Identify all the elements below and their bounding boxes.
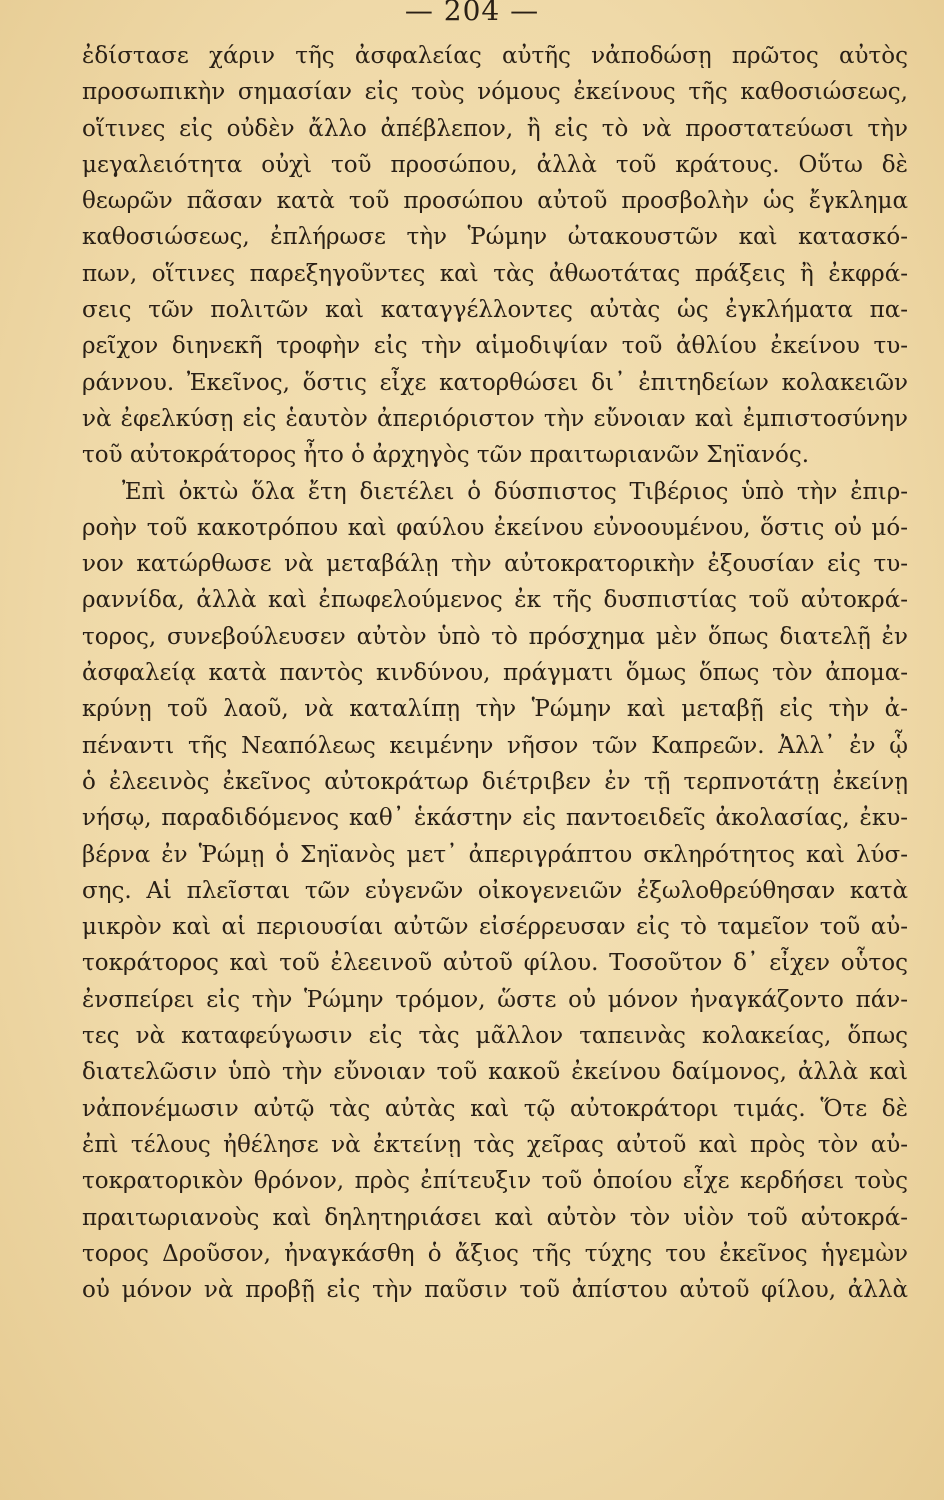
text-line: ἀσφαλείᾳ κατὰ παντὸς κινδύνου, πράγματι ὅμως ὅπως τὸν ἀπομα- — [82, 660, 908, 687]
body-text — [82, 38, 908, 1308]
text-line: οἵτινες εἰς οὐδὲν ἄλλο ἀπέβλεπον, ἢ εἰς τὸ νὰ προστατεύωσι τὴν — [82, 115, 908, 142]
paragraph-start-line: Ἐπὶ ὀκτὼ ὅλα ἔτη διετέλει ὁ δύσπιστος Τιβέριος ὑπὸ τὴν ἐπιρ- — [122, 478, 908, 505]
text-line: νήσῳ, παραδιδόμενος καθ᾽ ἑκάστην εἰς παντοειδεῖς ἀκολασίας, ἐκυ- — [82, 805, 908, 832]
text-line: νἀπονέμωσιν αὐτῷ τὰς αὐτὰς καὶ τῷ αὐτοκράτορι τιμάς. Ὅτε δὲ — [82, 1095, 908, 1122]
text-line: κρύνῃ τοῦ λαοῦ, νὰ καταλίπῃ τὴν Ῥώμην καὶ μεταβῇ εἰς τὴν ἀ- — [82, 696, 908, 723]
text-line: τοῦ αὐτοκράτορος ἦτο ὁ ἀρχηγὸς τῶν πραιτωριανῶν Σηϊανός. — [82, 442, 810, 469]
text-line: διατελῶσιν ὑπὸ τὴν εὔνοιαν τοῦ κακοῦ ἐκείνου δαίμονος, ἀλλὰ καὶ — [82, 1059, 908, 1086]
text-line: τοκράτορος καὶ τοῦ ἐλεεινοῦ αὐτοῦ φίλου. Τοσοῦτον δ᾽ εἶχεν οὗτος — [82, 950, 908, 977]
text-line: ραννίδα, ἀλλὰ καὶ ἐπωφελούμενος ἐκ τῆς δυσπιστίας τοῦ αὐτοκρά- — [82, 587, 908, 614]
text-line: νὰ ἐφελκύσῃ εἰς ἑαυτὸν ἀπεριόριστον τὴν εὔνοιαν καὶ ἐμπιστοσύνην — [82, 405, 908, 432]
text-line: ρεῖχον διηνεκῆ τροφὴν εἰς τὴν αἱμοδιψίαν τοῦ ἀθλίου ἐκείνου τυ- — [82, 333, 908, 360]
text-line: μεγαλειότητα οὐχὶ τοῦ προσώπου, ἀλλὰ τοῦ κράτους. Οὕτω δὲ — [82, 151, 908, 178]
text-line: προσωπικὴν σημασίαν εἰς τοὺς νόμους ἐκείνους τῆς καθοσιώσεως, — [82, 79, 908, 106]
text-line: ροὴν τοῦ κακοτρόπου καὶ φαύλου ἐκείνου εὐνοουμένου, ὅστις οὐ μό- — [82, 514, 908, 541]
text-line: τορος, συνεβούλευσεν αὐτὸν ὑπὸ τὸ πρόσχημα μὲν ὅπως διατελῇ ἐν — [82, 623, 908, 650]
text-line: μικρὸν καὶ αἱ περιουσίαι αὐτῶν εἰσέρρευσαν εἰς τὸ ταμεῖον τοῦ αὐ- — [82, 914, 908, 941]
text-line: ράννου. Ἐκεῖνος, ὅστις εἶχε κατορθώσει δι᾽ ἐπιτηδείων κολακειῶν — [82, 369, 908, 396]
text-line: νον κατώρθωσε νὰ μεταβάλῃ τὴν αὐτοκρατορικὴν ἐξουσίαν εἰς τυ- — [82, 551, 908, 578]
text-line: τες νὰ καταφεύγωσιν εἰς τὰς μᾶλλον ταπεινὰς κολακείας, ὅπως — [82, 1023, 908, 1050]
text-line: βέρνα ἐν Ῥώμῃ ὁ Σηϊανὸς μετ᾽ ἀπεριγράπτου σκληρότητος καὶ λύσ- — [82, 841, 908, 868]
text-line: ἐπὶ τέλους ἠθέλησε νὰ ἐκτείνῃ τὰς χεῖρας αὐτοῦ καὶ πρὸς τὸν αὐ- — [82, 1131, 908, 1158]
text-line: ἐνσπείρει εἰς τὴν Ῥώμην τρόμον, ὥστε οὐ μόνον ἠναγκάζοντο πάν- — [82, 986, 908, 1013]
text-line: ὁ ἐλεεινὸς ἐκεῖνος αὐτοκράτωρ διέτριβεν ἐν τῇ τερπνοτάτῃ ἐκείνῃ — [82, 768, 908, 795]
text-line: καθοσιώσεως, ἐπλήρωσε τὴν Ῥώμην ὠτακουστῶν καὶ κατασκό- — [82, 224, 908, 251]
text-line: τορος Δροῦσον, ἠναγκάσθη ὁ ἄξιος τῆς τύχης του ἐκεῖνος ἡγεμὼν — [82, 1240, 908, 1267]
text-line: ἐδίστασε χάριν τῆς ἀσφαλείας αὐτῆς νἀποδώσῃ πρῶτος αὐτὸς — [82, 43, 908, 69]
text-line: πων, οἵτινες παρεξηγοῦντες καὶ τὰς ἀθωοτάτας πράξεις ἢ ἐκφρά- — [82, 260, 908, 287]
text-line: σεις τῶν πολιτῶν καὶ καταγγέλλοντες αὐτὰς ὡς ἐγκλήματα πα- — [82, 297, 908, 324]
text-line: πραιτωριανοὺς καὶ δηλητηριάσει καὶ αὐτὸν τὸν υἱὸν τοῦ αὐτοκρά- — [82, 1204, 908, 1231]
text-line: οὐ μόνον νὰ προβῇ εἰς τὴν παῦσιν τοῦ ἀπίστου αὐτοῦ φίλου, ἀλλὰ — [82, 1277, 908, 1304]
page-number: — 204 — — [404, 0, 540, 27]
text-line: πέναντι τῆς Νεαπόλεως κειμένην νῆσον τῶν Καπρεῶν. Ἀλλ᾽ ἐν ᾧ — [82, 732, 908, 759]
text-line: θεωρῶν πᾶσαν κατὰ τοῦ προσώπου αὐτοῦ προσβολὴν ὡς ἔγκλημα — [82, 188, 908, 215]
text-line: τοκρατορικὸν θρόνον, πρὸς ἐπίτευξιν τοῦ ὁποίου εἶχε κερδήσει τοὺς — [82, 1168, 908, 1195]
text-line: σης. Αἱ πλεῖσται τῶν εὐγενῶν οἰκογενειῶν ἐξωλοθρεύθησαν κατὰ — [82, 877, 908, 904]
